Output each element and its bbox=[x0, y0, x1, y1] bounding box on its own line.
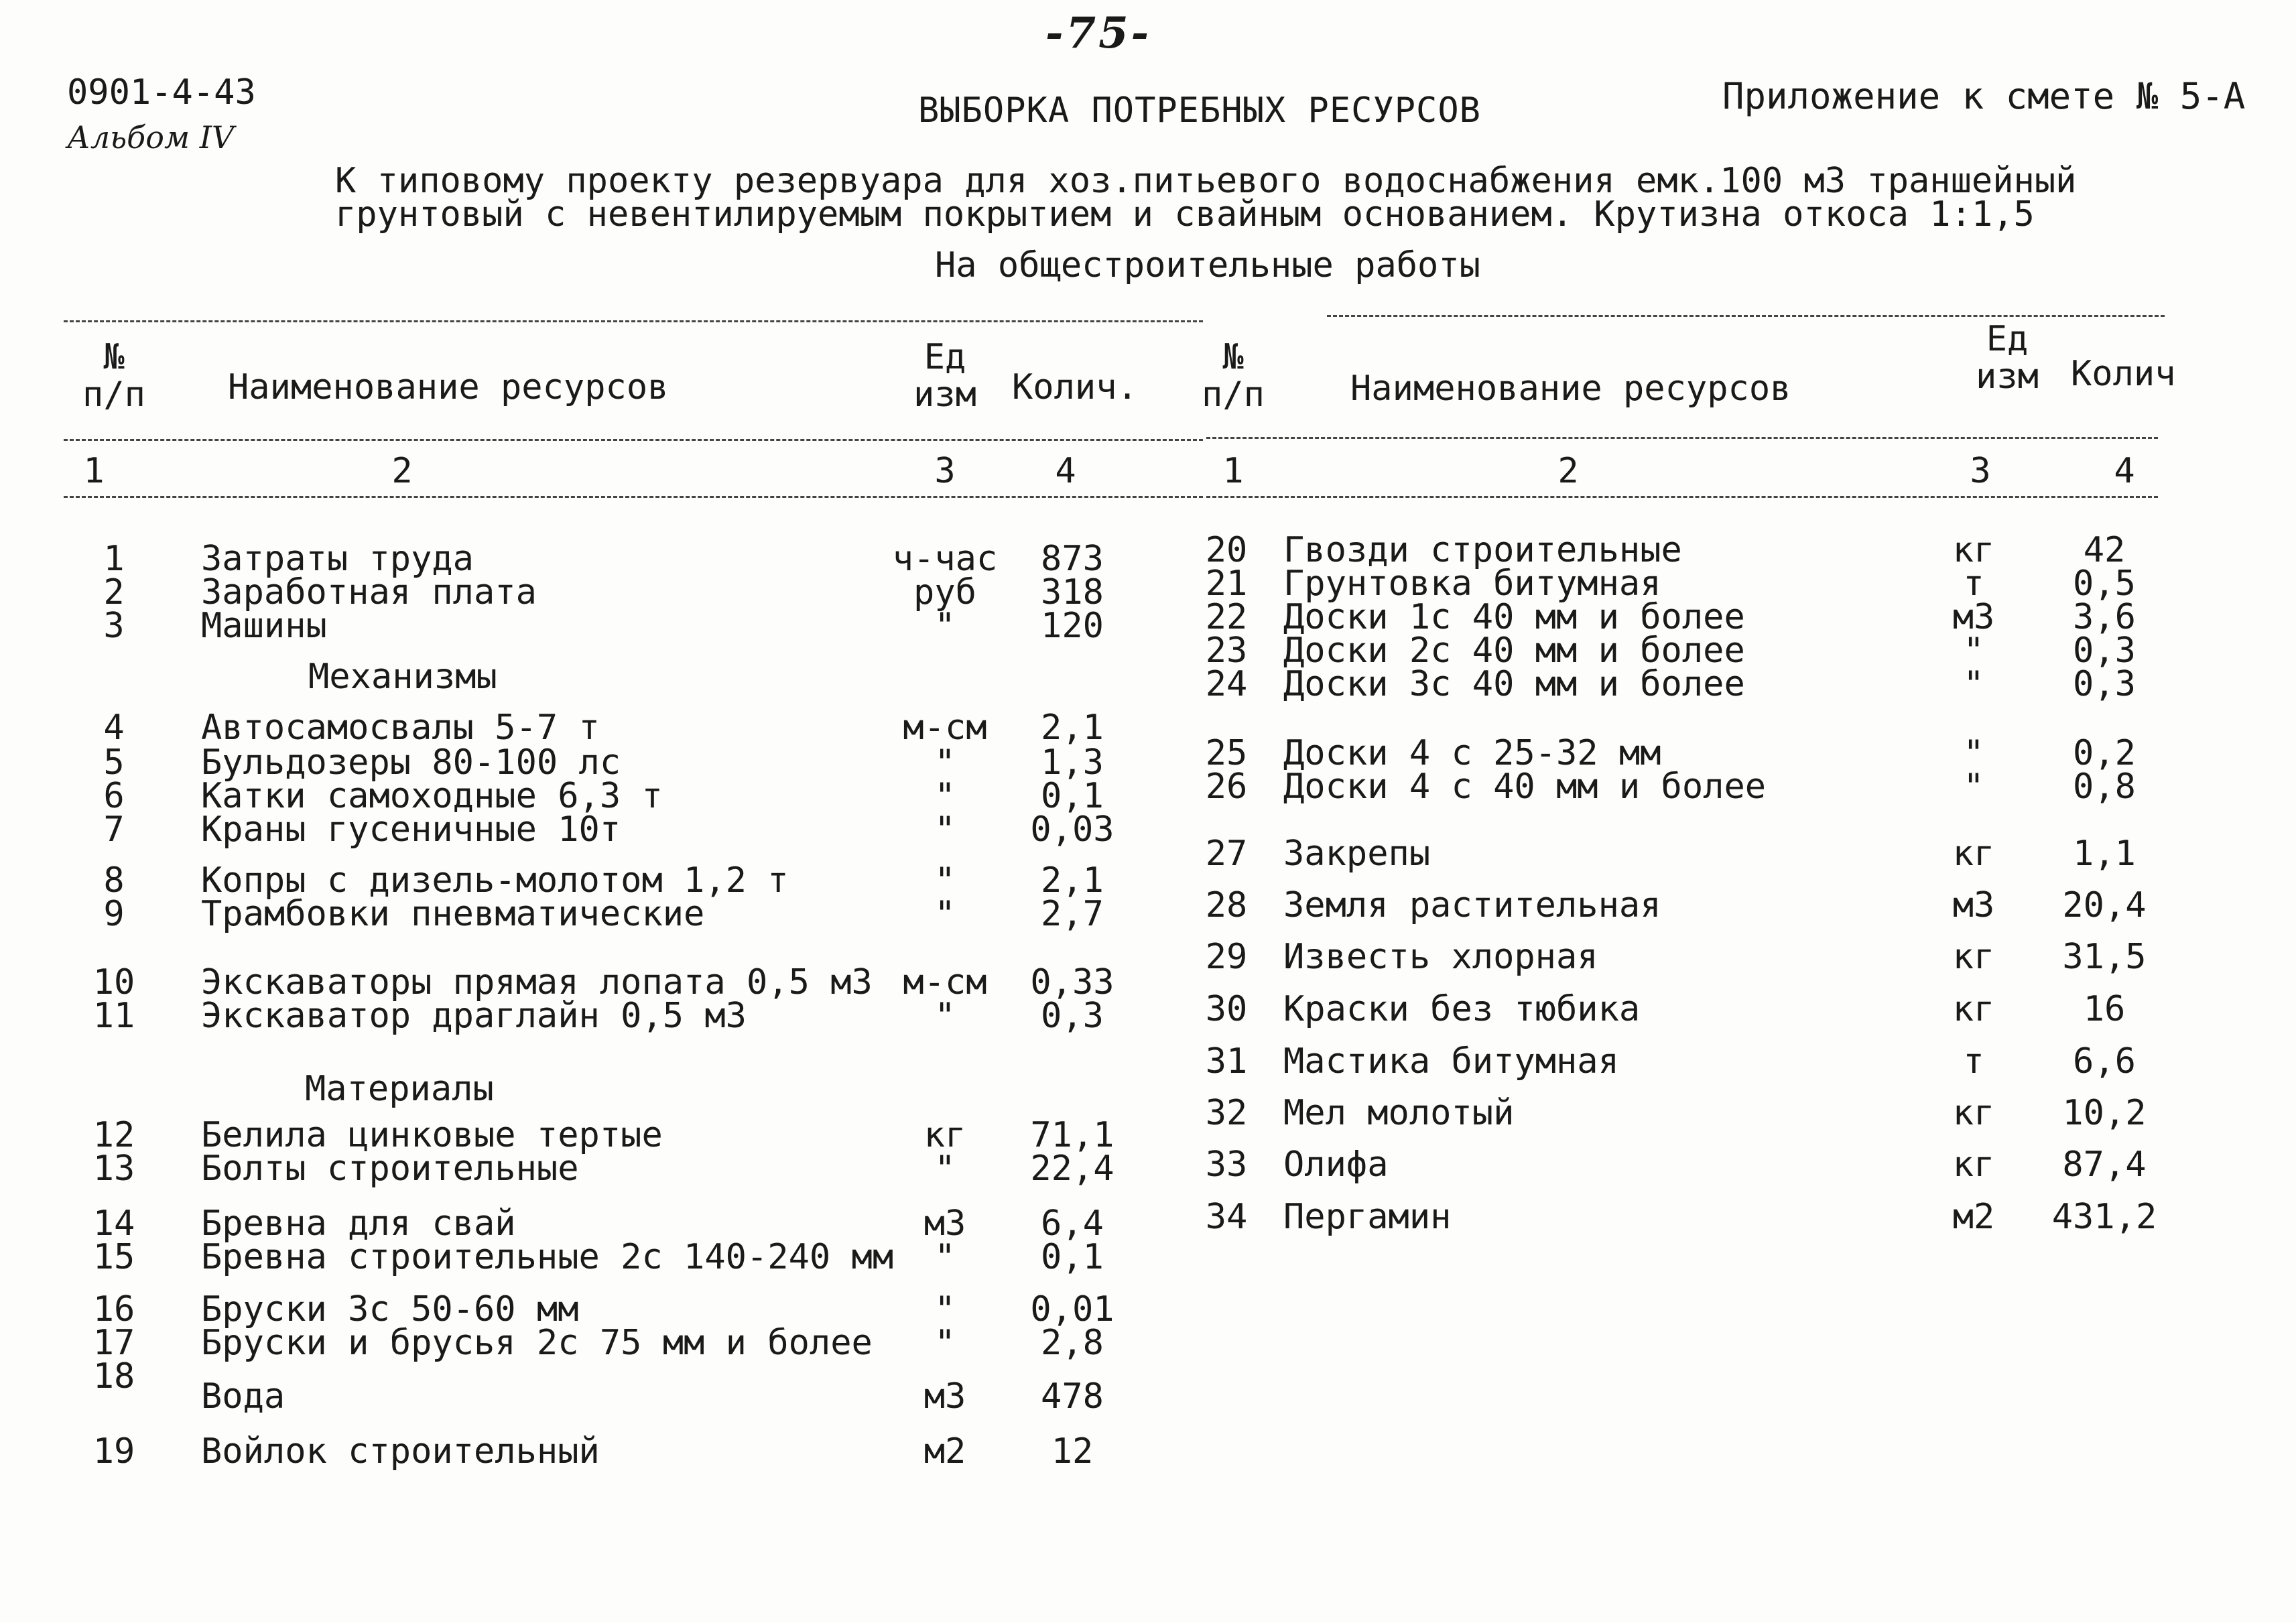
left-colnum-1: 1 bbox=[83, 451, 105, 491]
quantity: 2,7 bbox=[1041, 894, 1104, 934]
appendix-label: Приложение к смете № 5-А bbox=[1722, 75, 2246, 117]
quantity: 22,4 bbox=[1030, 1149, 1114, 1189]
row-number: 16 bbox=[92, 1289, 135, 1329]
quantity: 0,03 bbox=[1030, 809, 1114, 850]
quantity: 0,3 bbox=[2073, 631, 2136, 671]
unit-of-measure: т bbox=[1963, 564, 1984, 604]
resource-name: Копры с дизель-молотом 1,2 т bbox=[201, 860, 789, 901]
row-number: 13 bbox=[92, 1149, 135, 1189]
quantity: 1,1 bbox=[2073, 834, 2136, 874]
resource-name: Известь хлорная bbox=[1283, 937, 1598, 977]
quantity: 0,1 bbox=[1041, 776, 1104, 816]
row-number: 20 bbox=[1205, 530, 1248, 570]
resource-name: Катки самоходные 6,3 т bbox=[201, 776, 663, 816]
page-title: ВЫБОРКА ПОТРЕБНЫХ РЕСУРСОВ bbox=[918, 90, 1481, 131]
unit-of-measure: кг bbox=[1952, 1145, 1995, 1185]
quantity: 2,8 bbox=[1041, 1323, 1104, 1363]
unit-of-measure: кг bbox=[923, 1115, 966, 1155]
unit-of-measure: " bbox=[934, 809, 956, 850]
row-number: 1 bbox=[103, 539, 125, 579]
row-number: 2 bbox=[103, 572, 125, 612]
resource-name: Белила цинковые тертые bbox=[201, 1115, 663, 1155]
quantity: 0,3 bbox=[1041, 996, 1104, 1036]
unit-of-measure: " bbox=[934, 1237, 956, 1277]
unit-of-measure: " bbox=[934, 742, 956, 783]
quantity: 1,3 bbox=[1041, 742, 1104, 783]
unit-of-measure: " bbox=[1963, 733, 1984, 773]
resource-name: Бульдозеры 80-100 лс bbox=[201, 742, 621, 783]
row-number: 12 bbox=[92, 1115, 135, 1155]
quantity: 71,1 bbox=[1030, 1115, 1114, 1155]
resource-name: Войлок строительный bbox=[201, 1431, 600, 1472]
resource-name: Экскаваторы прямая лопата 0,5 м3 bbox=[201, 962, 873, 1002]
unit-of-measure: ч-час bbox=[892, 539, 998, 579]
quantity: 0,5 bbox=[2073, 564, 2136, 604]
right-header-unit: Ед изм bbox=[1976, 319, 2039, 397]
row-number: 15 bbox=[92, 1237, 135, 1277]
quantity: 6,4 bbox=[1041, 1204, 1104, 1244]
quantity: 120 bbox=[1041, 606, 1104, 646]
resource-name: Затраты труда bbox=[201, 539, 474, 579]
row-number: 21 bbox=[1205, 564, 1248, 604]
unit-of-measure: кг bbox=[1952, 834, 1995, 874]
resource-name: Вода bbox=[201, 1376, 285, 1417]
unit-of-measure: " bbox=[1963, 767, 1984, 807]
row-number: 34 bbox=[1205, 1197, 1248, 1237]
quantity: 87,4 bbox=[2062, 1145, 2147, 1185]
resource-name: Гвозди строительные bbox=[1283, 530, 1682, 570]
right-header-name: Наименование ресурсов bbox=[1350, 369, 1791, 409]
quantity: 0,33 bbox=[1030, 962, 1114, 1002]
resource-name: Экскаватор драглайн 0,5 м3 bbox=[201, 996, 747, 1036]
right-colnum-1: 1 bbox=[1222, 451, 1244, 491]
resource-name: Грунтовка битумная bbox=[1283, 564, 1661, 604]
quantity: 3,6 bbox=[2073, 597, 2136, 637]
unit-of-measure: м2 bbox=[923, 1431, 966, 1472]
unit-of-measure: " bbox=[934, 860, 956, 901]
right-colnum-2: 2 bbox=[1557, 451, 1579, 491]
quantity: 16 bbox=[2083, 989, 2126, 1029]
unit-of-measure: " bbox=[934, 606, 956, 646]
unit-of-measure: м-см bbox=[903, 962, 987, 1002]
row-number: 25 bbox=[1205, 733, 1248, 773]
row-number: 28 bbox=[1205, 885, 1248, 925]
quantity: 2,1 bbox=[1041, 860, 1104, 901]
unit-of-measure: м3 bbox=[923, 1204, 966, 1244]
right-colnum-3: 3 bbox=[1970, 451, 1991, 491]
quantity: 0,2 bbox=[2073, 733, 2136, 773]
column-numbers-rule-left bbox=[64, 496, 1203, 498]
table-top-rule-right bbox=[1327, 315, 2165, 317]
quantity: 2,1 bbox=[1041, 708, 1104, 748]
unit-of-measure: кг bbox=[1952, 1093, 1995, 1133]
right-header-no: № п/п bbox=[1202, 337, 1265, 415]
row-number: 6 bbox=[103, 776, 125, 816]
resource-name: Автосамосвалы 5-7 т bbox=[201, 708, 600, 748]
album-label: Альбом IV bbox=[67, 119, 235, 155]
quantity: 318 bbox=[1041, 572, 1104, 612]
document-code: 0901-4-43 bbox=[67, 72, 256, 113]
resource-name: Доски 4 с 25-32 мм bbox=[1283, 733, 1661, 773]
quantity: 0,01 bbox=[1030, 1289, 1114, 1329]
left-header-name: Наименование ресурсов bbox=[228, 367, 669, 407]
resource-name: Мастика битумная bbox=[1283, 1041, 1619, 1082]
resource-name: Доски 3с 40 мм и более bbox=[1283, 664, 1745, 704]
row-number: 5 bbox=[103, 742, 125, 783]
subtitle-line-3: На общестроительные работы bbox=[935, 245, 1480, 285]
row-number: 24 bbox=[1205, 664, 1248, 704]
quantity: 12 bbox=[1051, 1431, 1094, 1472]
row-number: 11 bbox=[92, 996, 135, 1036]
resource-name: Бревна строительные 2с 140-240 мм bbox=[201, 1237, 894, 1277]
unit-of-measure: кг bbox=[1952, 989, 1995, 1029]
resource-name: Доски 4 с 40 мм и более bbox=[1283, 767, 1767, 807]
resource-name: Доски 2с 40 мм и более bbox=[1283, 631, 1745, 671]
quantity: 0,3 bbox=[2073, 664, 2136, 704]
row-number: 14 bbox=[92, 1204, 135, 1244]
row-number: 23 bbox=[1205, 631, 1248, 671]
quantity: 478 bbox=[1041, 1376, 1104, 1417]
section-mechanisms: Механизмы bbox=[308, 657, 497, 697]
row-number: 33 bbox=[1205, 1145, 1248, 1185]
resource-name: Земля растительная bbox=[1283, 885, 1661, 925]
row-number: 22 bbox=[1205, 597, 1248, 637]
row-number: 17 bbox=[92, 1323, 135, 1363]
resource-name: Краски без тюбика bbox=[1283, 989, 1641, 1029]
left-header-qty: Колич. bbox=[1012, 367, 1138, 407]
resource-name: Пергамин bbox=[1283, 1197, 1452, 1237]
row-number: 3 bbox=[103, 606, 125, 646]
row-number: 30 bbox=[1205, 989, 1248, 1029]
table-top-rule-left bbox=[64, 320, 1203, 322]
unit-of-measure: " bbox=[934, 894, 956, 934]
quantity: 42 bbox=[2083, 530, 2126, 570]
resource-name: Олифа bbox=[1283, 1145, 1389, 1185]
row-number: 29 bbox=[1205, 937, 1248, 977]
unit-of-measure: кг bbox=[1952, 530, 1995, 570]
row-number: 7 bbox=[103, 809, 125, 850]
row-number: 19 bbox=[92, 1431, 135, 1472]
resource-name: Заработная плата bbox=[201, 572, 537, 612]
resource-name: Трамбовки пневматические bbox=[201, 894, 705, 934]
left-header-unit: Ед изм bbox=[913, 337, 976, 415]
left-colnum-3: 3 bbox=[934, 451, 956, 491]
row-number: 9 bbox=[103, 894, 125, 934]
unit-of-measure: руб bbox=[913, 572, 976, 612]
quantity: 6,6 bbox=[2073, 1041, 2136, 1082]
resource-name: Краны гусеничные 10т bbox=[201, 809, 621, 850]
unit-of-measure: " bbox=[934, 1289, 956, 1329]
row-number: 26 bbox=[1205, 767, 1248, 807]
row-number: 18 bbox=[92, 1356, 135, 1397]
right-colnum-4: 4 bbox=[2114, 451, 2135, 491]
column-numbers-rule-right bbox=[1206, 496, 2158, 498]
resource-name: Бруски и брусья 2с 75 мм и более bbox=[201, 1323, 873, 1363]
unit-of-measure: м2 bbox=[1952, 1197, 1995, 1237]
quantity: 431,2 bbox=[2051, 1197, 2157, 1237]
row-number: 10 bbox=[92, 962, 135, 1002]
row-number: 8 bbox=[103, 860, 125, 901]
unit-of-measure: " bbox=[1963, 664, 1984, 704]
quantity: 10,2 bbox=[2062, 1093, 2147, 1133]
left-colnum-2: 2 bbox=[391, 451, 413, 491]
page-number: -75- bbox=[1045, 8, 1152, 58]
subtitle-line-1: К типовому проекту резервуара для хоз.питьевого водоснабжения емк.100 м3 траншейный bbox=[335, 161, 2077, 201]
resource-name: Доски 1с 40 мм и более bbox=[1283, 597, 1745, 637]
unit-of-measure: т bbox=[1963, 1041, 1984, 1082]
subtitle-line-2: грунтовый с невентилируемым покрытием и свайным основанием. Крутизна откоса 1:1,5 bbox=[335, 194, 2035, 235]
unit-of-measure: м3 bbox=[1952, 597, 1995, 637]
unit-of-measure: м3 bbox=[1952, 885, 1995, 925]
unit-of-measure: м3 bbox=[923, 1376, 966, 1417]
resource-name: Бруски 3с 50-60 мм bbox=[201, 1289, 579, 1329]
left-header-no: № п/п bbox=[82, 337, 145, 415]
quantity: 873 bbox=[1041, 539, 1104, 579]
section-materials: Материалы bbox=[305, 1069, 494, 1109]
quantity: 0,8 bbox=[2073, 767, 2136, 807]
unit-of-measure: " bbox=[934, 776, 956, 816]
resource-name: Болты строительные bbox=[201, 1149, 579, 1189]
unit-of-measure: " bbox=[934, 1149, 956, 1189]
unit-of-measure: " bbox=[934, 996, 956, 1036]
row-number: 27 bbox=[1205, 834, 1248, 874]
quantity: 0,1 bbox=[1041, 1237, 1104, 1277]
row-number: 31 bbox=[1205, 1041, 1248, 1082]
quantity: 20,4 bbox=[2062, 885, 2147, 925]
resource-name: Машины bbox=[201, 606, 327, 646]
row-number: 4 bbox=[103, 708, 125, 748]
unit-of-measure: м-см bbox=[903, 708, 987, 748]
resource-name: Бревна для свай bbox=[201, 1204, 516, 1244]
row-number: 32 bbox=[1205, 1093, 1248, 1133]
header-rule-right bbox=[1206, 437, 2158, 439]
unit-of-measure: " bbox=[1963, 631, 1984, 671]
left-colnum-4: 4 bbox=[1055, 451, 1076, 491]
right-header-qty: Колич bbox=[2071, 354, 2176, 394]
quantity: 31,5 bbox=[2062, 937, 2147, 977]
unit-of-measure: кг bbox=[1952, 937, 1995, 977]
resource-name: Закрепы bbox=[1283, 834, 1431, 874]
header-rule-left bbox=[64, 439, 1203, 441]
unit-of-measure: " bbox=[934, 1323, 956, 1363]
resource-name: Мел молотый bbox=[1283, 1093, 1515, 1133]
